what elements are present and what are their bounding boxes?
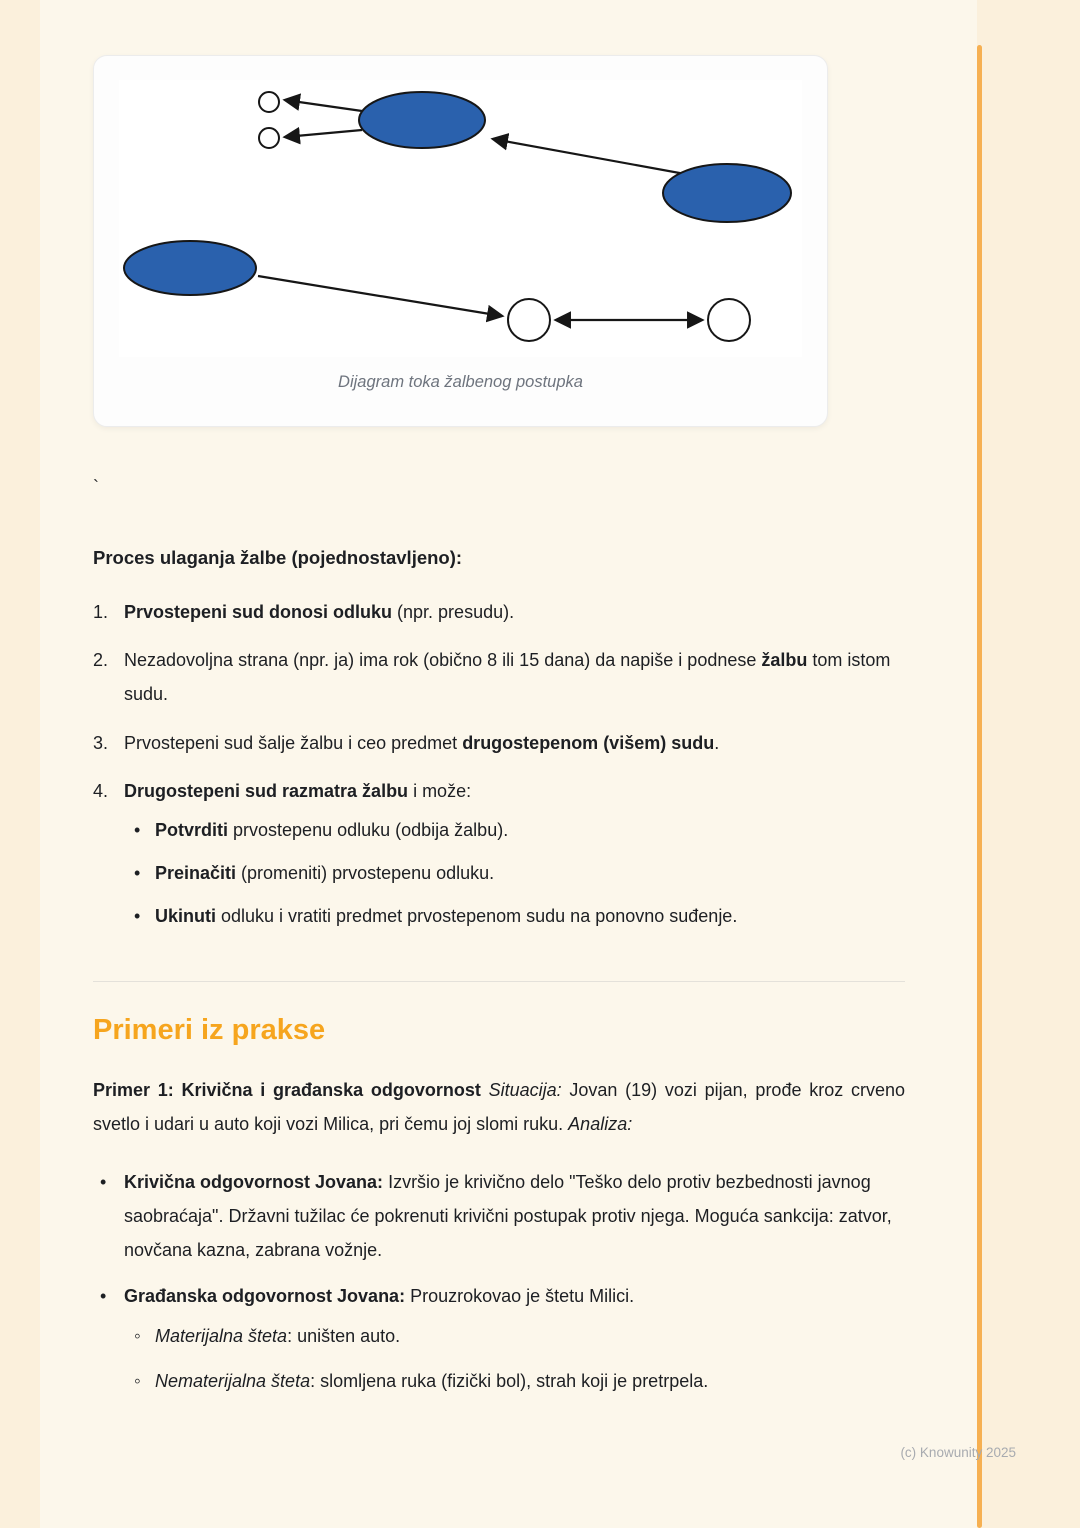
bullet-marker: • (134, 819, 141, 840)
text-run: Jovan (19) vozi pijan, prođe kroz crveno svetlo i udari u auto koji vozi Milica, pri čemu joj slomi ruku. (93, 1079, 905, 1134)
double-arrow-top-ellipses (493, 139, 707, 178)
list-number: 3. (93, 732, 109, 753)
text-run: (promeniti) prvostepenu odluku. (236, 863, 495, 884)
item-text (124, 1279, 905, 1408)
process-step-text (124, 643, 905, 711)
text-run: i može: (408, 780, 472, 801)
circle-marker: ◦ (134, 1370, 141, 1392)
list-number: 2. (93, 650, 109, 671)
document-body (40, 0, 905, 1409)
bold-run: Ukinuti (155, 906, 216, 927)
bold-run: Drugostepeni sud razmatra žalbu (124, 780, 409, 801)
bullet-marker: • (134, 863, 141, 884)
example-1-paragraph (93, 1073, 905, 1141)
circle-node-bottom-left (508, 299, 550, 341)
arrow-to-circle-2 (285, 130, 362, 137)
process-steps-list (93, 595, 905, 943)
list-number: 1. (93, 602, 109, 622)
civil-liability-item (93, 1279, 905, 1408)
italic-run: Nematerijalna šteta (155, 1370, 311, 1391)
option-text (155, 899, 905, 933)
bold-run: Prvostepeni sud donosi odluku (124, 602, 393, 622)
stray-backtick: ` (93, 477, 99, 497)
process-heading: Proces ulaganja žalbe (pojednostavljeno): (93, 547, 463, 568)
bold-run: Građanska odgovornost Jovana: (124, 1286, 406, 1307)
item-text (155, 1319, 905, 1355)
diagram-caption: Dijagram toka žalbenog postupka (338, 373, 583, 391)
material-damage-item (124, 1319, 905, 1355)
text-run: Nezadovoljna strana (npr. ja) ima rok (obično 8 ili 15 dana) da napiše i podnese (124, 650, 762, 671)
text-run (481, 1080, 489, 1100)
appeal-flow-diagram (119, 80, 802, 352)
diagram-canvas (119, 80, 802, 357)
ellipse-node-right (663, 164, 791, 222)
italic-run: Materijalna šteta (155, 1325, 288, 1346)
process-step-4 (93, 774, 905, 943)
arrow-to-circle-1 (285, 100, 362, 111)
text-run: prvostepenu odluku (odbija žalbu). (228, 819, 509, 840)
text-run: . (714, 732, 720, 753)
example-1-analysis-list (93, 1165, 905, 1409)
italic-run: Situacija: (488, 1079, 562, 1100)
item-text (124, 1165, 905, 1268)
damage-types-list (124, 1319, 905, 1400)
bold-run: žalbu (761, 650, 808, 671)
option-text (155, 813, 905, 847)
ellipse-node-top (359, 92, 485, 148)
process-step-3 (93, 726, 905, 760)
diagram-card (93, 55, 828, 427)
section-divider (93, 981, 905, 982)
circle-marker: ◦ (134, 1325, 141, 1347)
text-run: : uništen auto. (287, 1325, 401, 1346)
section-title-examples: Primeri iz prakse (93, 1013, 326, 1046)
bold-run: Primer 1: Krivična i građanska odgovornost (93, 1079, 481, 1100)
small-circle-node-2 (259, 128, 279, 148)
criminal-liability-item (93, 1165, 905, 1268)
option-annul (124, 899, 905, 933)
accent-line (977, 45, 982, 1528)
text-run: odluku i vratiti predmet prvostepenom sudu na ponovno suđenje. (216, 906, 738, 927)
text-run: (npr. presudu). (392, 602, 515, 622)
bold-run: Preinačiti (155, 863, 237, 884)
option-text (155, 856, 905, 890)
list-number: 4. (93, 780, 109, 801)
process-step-text (124, 774, 905, 943)
option-confirm (124, 813, 905, 847)
ellipse-node-left (124, 241, 256, 295)
bold-run: drugostepenom (višem) sudu (462, 732, 715, 753)
text-run: Izvršio je krivično delo "Teško delo protiv bezbednosti javnog saobraćaja". Državni tužilac će pokrenuti krivični postupak protiv njega. Moguća sankcija: zatvor, novčana kazna, zabrana vožnje. (124, 1171, 892, 1261)
process-step-1 (93, 595, 905, 629)
content-column (40, 0, 977, 1528)
option-modify (124, 856, 905, 890)
bullet-marker: • (134, 906, 141, 927)
step-4-options-list (124, 813, 905, 934)
arrow-left-ellipse-to-circle (258, 276, 502, 316)
bullet-marker: • (100, 1286, 107, 1307)
process-step-text (124, 726, 905, 760)
immaterial-damage-item (124, 1364, 905, 1400)
text-run: Prvostepeni sud šalje žalbu i ceo predmet (124, 732, 463, 753)
process-step-text (124, 595, 905, 629)
bold-run: Potvrditi (155, 819, 229, 840)
watermark: (c) Knowunity 2025 (900, 1445, 1016, 1460)
text-run: Prouzrokovao je štetu Milici. (405, 1286, 635, 1307)
bold-run: Krivična odgovornost Jovana: (124, 1171, 384, 1192)
process-step-2 (93, 643, 905, 711)
text-run: tom istom sudu. (124, 650, 891, 705)
circle-node-bottom-right (708, 299, 750, 341)
small-circle-node-1 (259, 92, 279, 112)
italic-run: Analiza: (568, 1113, 633, 1134)
bullet-marker: • (100, 1171, 107, 1192)
item-text (155, 1364, 905, 1400)
text-run: : slomljena ruka (fizički bol), strah koji je pretrpela. (310, 1370, 709, 1391)
